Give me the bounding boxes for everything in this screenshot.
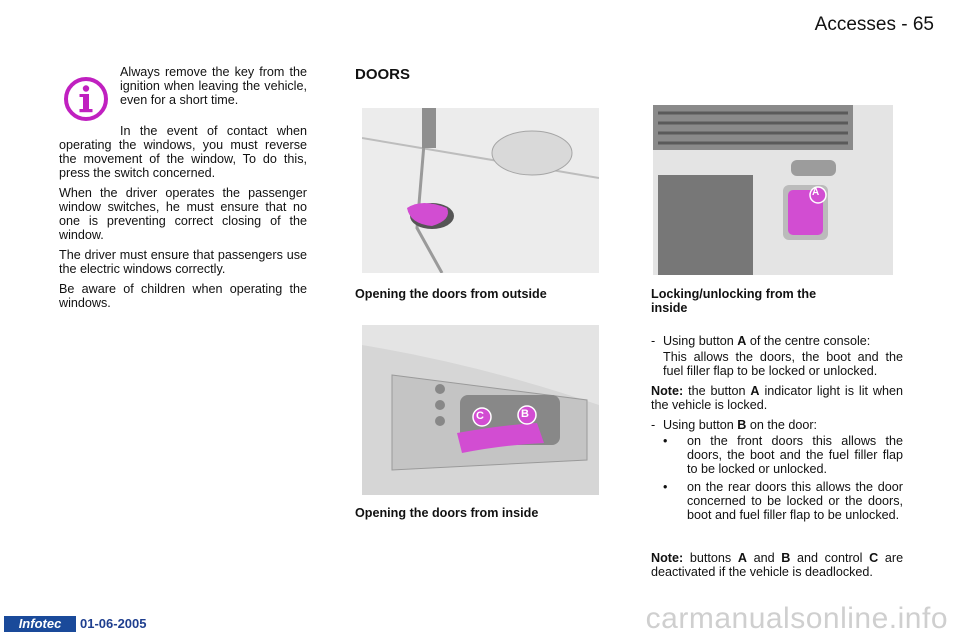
paragraph-driver: When the driver operates the passenger window switches, he must ensure that no one is preventing correct closing of the window. [59,186,307,242]
caption-inside: Opening the doors from inside [355,506,539,520]
locking-instructions [651,334,903,522]
label-a: A [812,187,820,198]
label-c: C [476,410,484,422]
photo-console-button [653,105,893,275]
warning-body [59,124,307,316]
section-title: DOORS [355,66,411,83]
dash-mark: - [651,418,656,432]
list-item-door: - Using button B on the door: [651,418,818,432]
bullet-mark: • [663,480,668,494]
photo-outside-handle [362,108,599,273]
dash-mark: - [651,334,656,348]
caption-outside: Opening the doors from outside [355,287,547,301]
page-header: Accesses - 65 [814,14,934,35]
console-detail: This allows the doors, the boot and the fuel filler flap to be locked or unlocked. [663,350,903,378]
watermark: carmanualsonline.info [645,602,948,635]
caption-locking: Locking/unlocking from the inside [651,287,817,315]
photo-inside-handle [362,325,599,495]
edition-date: 01-06-2005 [80,616,147,631]
note-indicator: Note: the button A indicator light is lit when the vehicle is locked. [651,384,904,412]
note-deadlocked: Note: buttons A and B and control C are deactivated if the vehicle is deadlocked. [651,551,904,579]
infotec-badge: Infotec [4,616,76,632]
bullet-rear-doors: • on the rear doors this allows the door concerned to be locked or the doors, boot and fuel filler flap to be unlocked. [663,480,903,522]
paragraph-contact: In the event of contact when operating the windows, you must reverse the movement of the window, To do this, press the switch concerned. [59,124,307,180]
paragraph-passengers: The driver must ensure that passengers use the electric windows correctly. [59,248,307,276]
list-item-console: - Using button A of the centre console: [651,334,871,348]
paragraph-key: Always remove the key from the ignition when leaving the vehicle, even for a short time. [120,65,307,107]
button-ref-a: A [737,334,747,348]
label-b: B [521,408,529,420]
bullet-mark: • [663,434,668,448]
warning-intro [120,65,307,113]
info-icon [62,75,110,123]
paragraph-children: Be aware of children when operating the windows. [59,282,307,310]
bullet-front-doors: • on the front doors this allows the doors, the boot and the fuel filler flap to be locked or unlocked. [663,434,903,476]
button-ref-b: B [737,418,747,432]
